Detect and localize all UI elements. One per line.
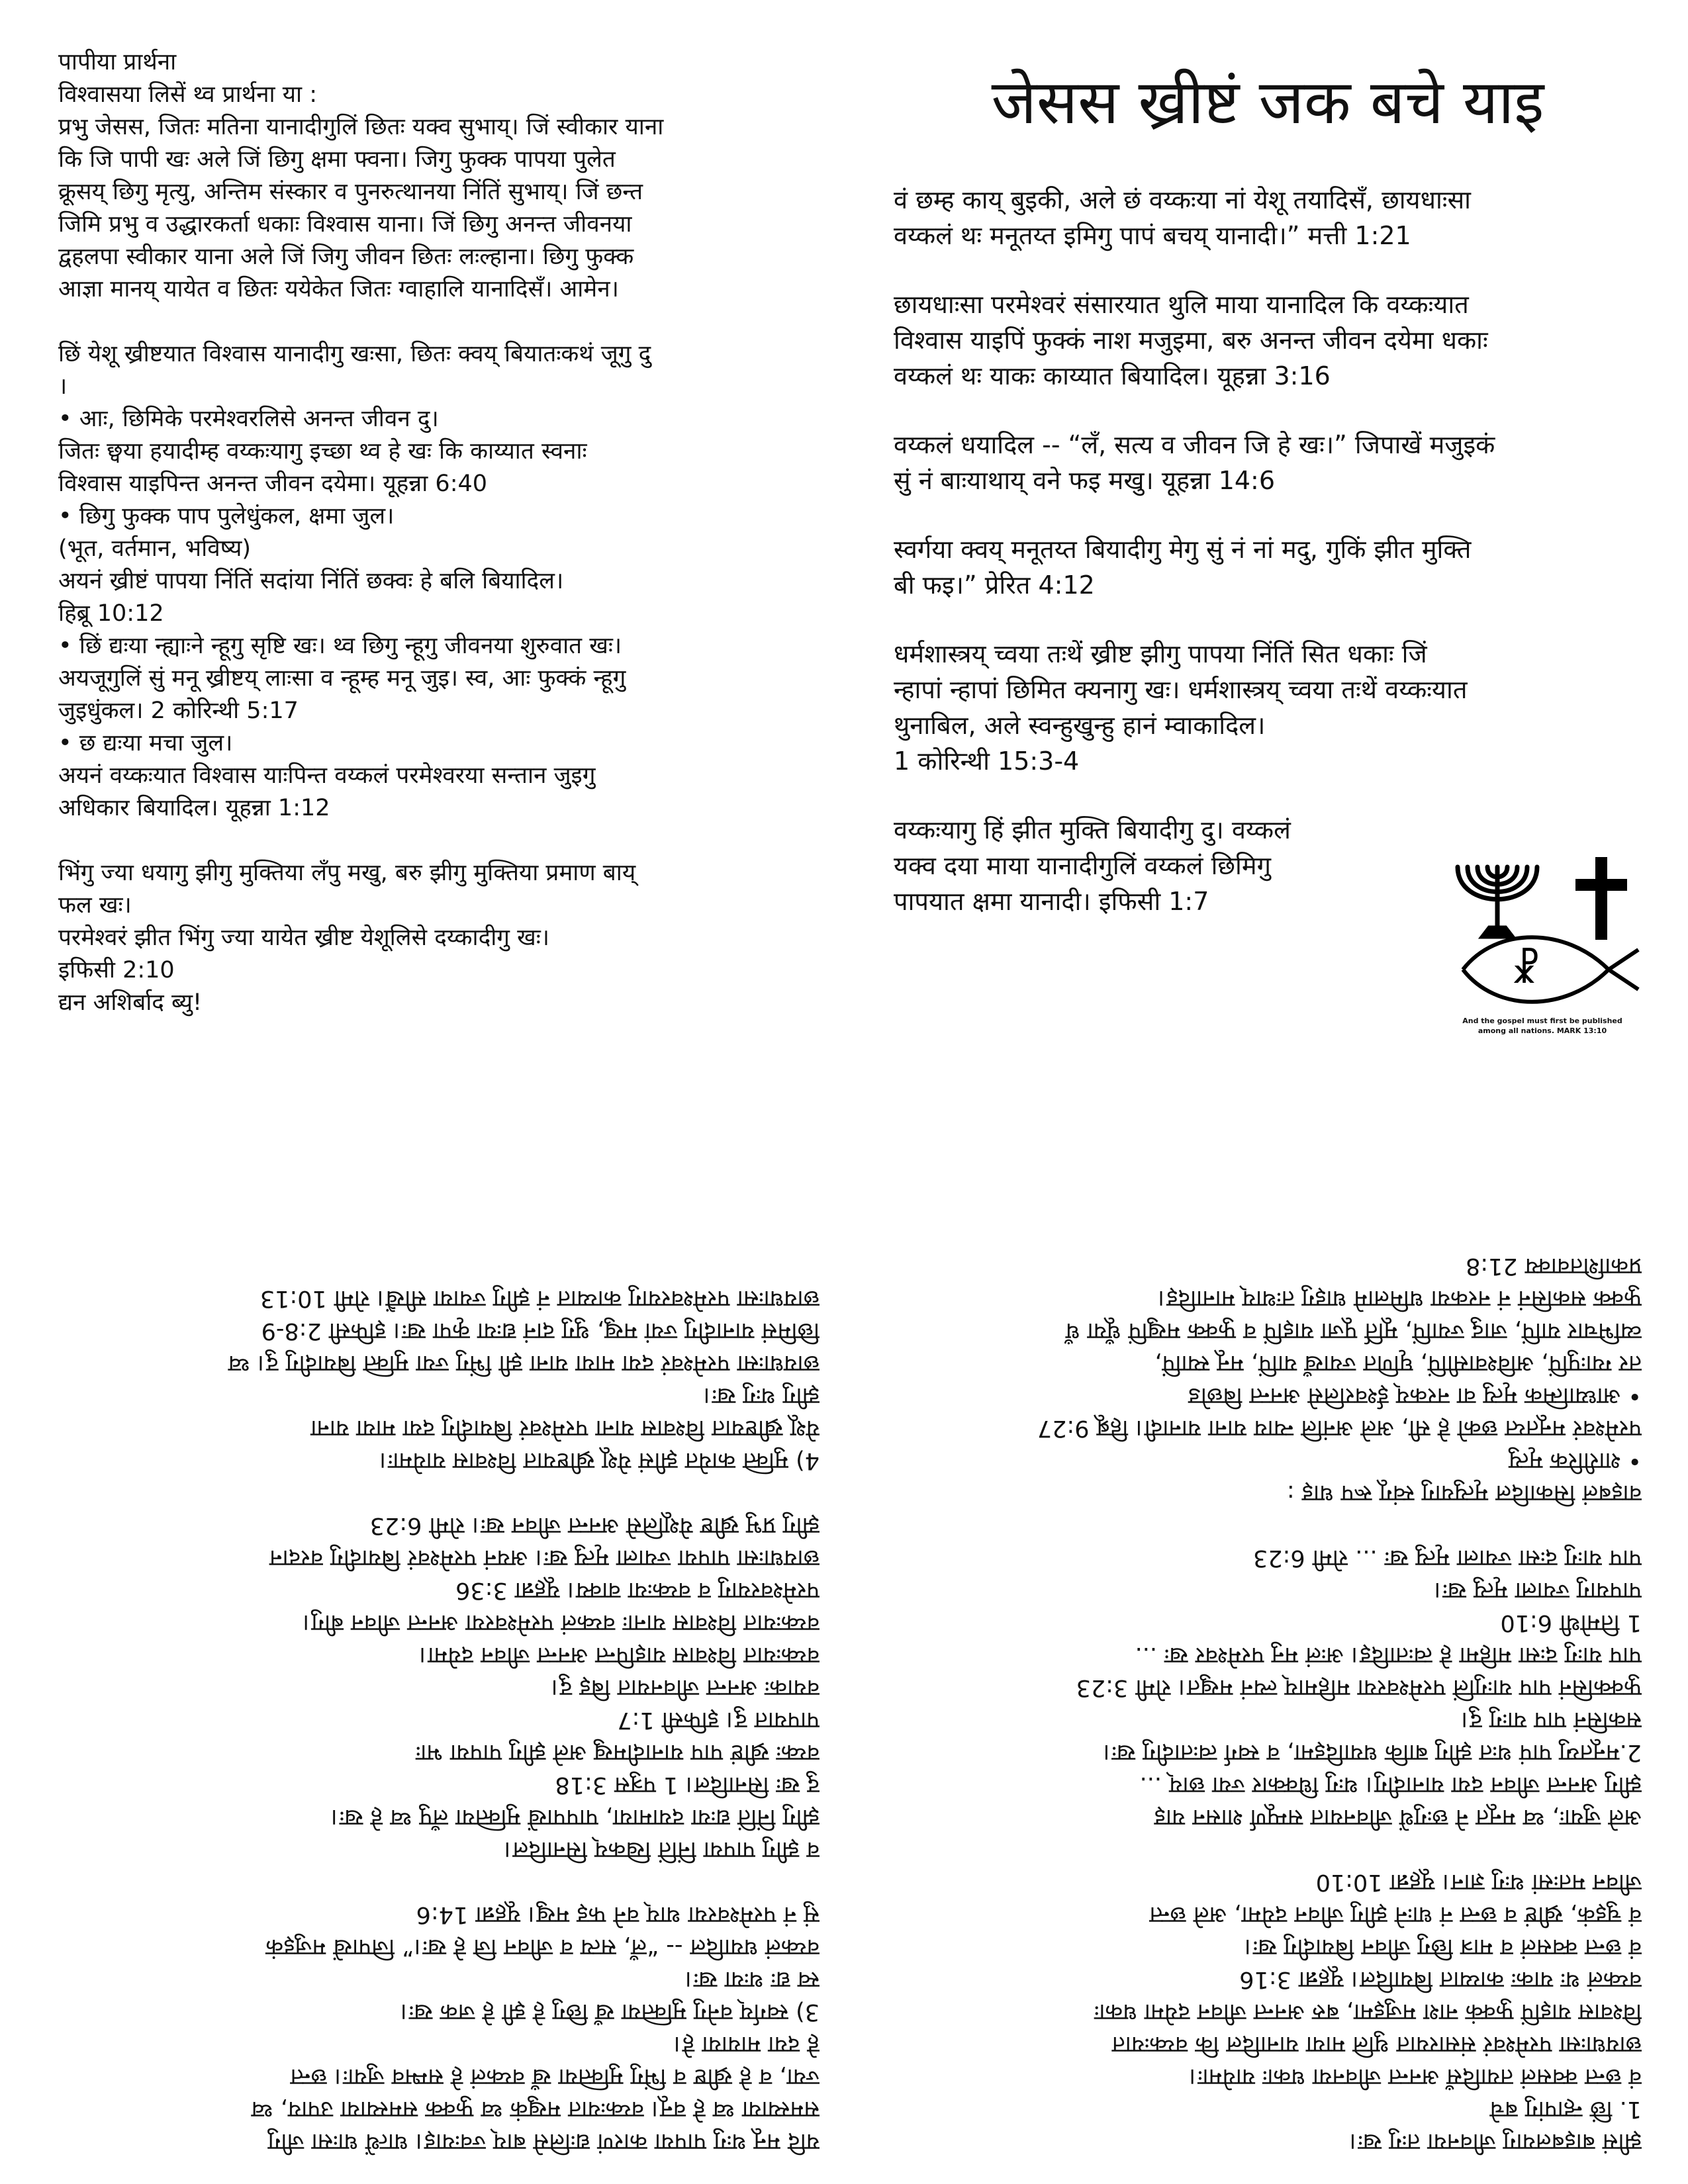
paragraph-line: न्हापां न्हापां छिमित क्यनागु खः। धर्मशास्त्रय् च्वया तःथें वय्कःयात — [894, 675, 1468, 704]
inverted-text-line: 4) मुक्ति कायेत झीसं येशू ख्रीष्टयात विश्वास यायेमाः। — [379, 1447, 820, 1474]
paragraph-line: सुं नं बाःयाथाय् वने फइ मखु। यूहन्ना 14:6 — [894, 466, 1276, 495]
inverted-text-line: झीगु अनन्त जीवन दया यानादीगु। थःगु धिक्कार ज्या छाय् ... — [1139, 1772, 1642, 1798]
menorah-icon — [1458, 867, 1537, 936]
paragraph-line: वय्कलं थः मनूतय्त इमिगु पापं बचय् यानादी।” मत्ती 1:21 — [894, 221, 1411, 250]
inverted-text-line: विश्वास याइपिं फुक्कं नाश मजुइमा, बरु अनन्त जीवन दयेमा धकाः — [1094, 1999, 1642, 2025]
inverted-text-line: सुं नं परमेश्वरया थाय् वने फइ मखु। यूहन्ना 14:6 — [416, 1901, 820, 1928]
text-line: जिमि प्रभु व उद्धारकर्ता धकाः विश्वास याना। जिं छिगु अनन्त जीवनया — [58, 211, 632, 238]
inverted-text-line: वय्कलं धयादिल -- “लँ, सत्य व जीवन जि हे खः।” जिपाखें मजुइकं — [265, 1934, 820, 1960]
scripture-paragraph — [894, 182, 1642, 253]
inverted-text-line: हे दया मायाया हे। — [673, 2031, 820, 2058]
inverted-text-line: वय्कःयात विश्वास याइपिन्त अनन्त जीवन दयेमा। — [419, 1642, 820, 1668]
paragraph-line: 1 कोरिन्थी 15:3-4 — [894, 747, 1080, 776]
inverted-text-line: दु खः सिनादिल। 1 पत्रुस 3:18 — [555, 1772, 820, 1798]
text-line: अयजूगुलिं सुं मनू ख्रीष्टय् लाःसा व न्हूम्ह मनू जुइ। स्व, आः फुक्कं न्हूगु — [58, 665, 626, 692]
inverted-text-line: प्रकाशितवाक्य 21:8 — [1466, 1253, 1642, 1279]
inverted-text-line: झीसं बाइबलयागु जीवनया तःगु खः। — [1349, 2128, 1642, 2155]
text-line: कि जि पापी खः अले जिं छिगु क्षमा फ्वना। जिगु फुक्क पापया पुलेत — [58, 146, 616, 173]
cross-icon — [1575, 857, 1627, 940]
paragraph-line: वय्कःयागु हिं झीत मुक्ति बियादीगु दु। वय्कलं — [894, 815, 1291, 844]
inverted-text-line: तर ग्याःपुपिं, अविश्वासीपिं, घृणित ज्याखँ यापिं, मनू स्यापिं, — [1154, 1350, 1642, 1377]
inverted-text-line: पाप याःगु दःसा ज्याला मृत्यु खः ... रोमी 6:23 — [1253, 1545, 1642, 1571]
inverted-text-line: • आध्यात्मिक मृत्यु वा नरकय् ईश्वरलिसे अनन्त बिछोड — [1188, 1383, 1642, 1409]
svg-text:☧: ☧ — [1511, 947, 1541, 992]
text-line: द्वहलपा स्वीकार याना अले जिं जिगु जीवन छितः लःल्हाना। छिगु फुक्क — [58, 244, 634, 270]
inverted-text-line: वं चुइकं, ख्रीष्टं व छन्त नं धाःने झीगु जीवन दयेमा, अले छन्त — [1149, 1901, 1642, 1928]
paragraph-line: यक्व दया माया यानादीगुलिं वय्कलं छिमिगु — [894, 851, 1272, 880]
text-line: आज्ञा मानय् यायेत व छितः ययेकेत जितः ग्वाहालि यानादिसँ। आमेन। — [58, 276, 619, 302]
text-line: परमेश्वरं झीत भिंगु ज्या यायेत ख्रीष्ट येशूलिसे दय्कादीगु खः। — [58, 925, 550, 951]
inverted-text-line: 1 तिमोथी 6:10 — [1500, 1610, 1642, 1636]
blank-line — [861, 1833, 1642, 1866]
scripture-paragraph — [894, 531, 1642, 603]
text-line: । — [58, 373, 68, 400]
inverted-text-line: व झीगु पापया निंतिं खिकय् सिनादिल। — [504, 1837, 820, 1863]
faith-symbols-logo — [1450, 854, 1642, 1072]
gospel-column — [894, 63, 1642, 952]
text-line: • छ द्यःया मचा जुल। — [58, 730, 233, 756]
text-line: भिंगु ज्या धयागु झीगु मुक्तिया लँपु मखु, बरु झीगु मुक्तिया प्रमाण बाय् — [58, 860, 636, 886]
scripture-paragraph — [894, 636, 1642, 779]
scripture-paragraph — [894, 427, 1642, 498]
inverted-text-line: जीवन मतःसां थःगु ज्ञान। यूहन्ना 10:10 — [1315, 1869, 1642, 1895]
inverted-text-line: झीगु थःगु खः। — [703, 1383, 820, 1409]
inverted-text-line: वं छन्त क्वसलं व मात्र छिगु जीवन बियादीगु खः। — [1244, 1934, 1642, 1960]
inverted-text-line: स्व द्यः थःया खः। — [684, 1966, 820, 1993]
text-line: विश्वासया लिसें थ्व प्रार्थना या : — [58, 81, 317, 108]
logo-caption-line: among all nations. MARK 13:10 — [1477, 1026, 1607, 1035]
text-line: छिं येशू ख्रीष्टयात विश्वास यानादीगु खःसा, छितः क्वय् बियातःकथं जूगु दु — [58, 341, 651, 367]
inverted-text-line: झीगु निंतिं द्यःया दयामाया, पापपाखें मुक्तिया लँपु थ्व हे खः। — [330, 1804, 820, 1831]
text-line: द्यन अशिर्बाद ब्यु! — [58, 989, 203, 1016]
text-line: अधिकार बियादिल। यूहन्ना 1:12 — [58, 795, 330, 821]
text-line: • छिगु फुक्क पाप पुलेधुंकल, क्षमा जुल। — [58, 503, 395, 529]
inverted-text-line: वाइबलं सिकादिल मृत्युयागु स्वंगू रूप धाइ : — [1286, 1480, 1642, 1506]
text-line: पापीया प्रार्थना — [58, 49, 177, 75]
inverted-text-line: फुक्कसिनं पाप याःगुलिं परमेश्वरया महिमाय् ल्यनं मखुत। रोमी 3:23 — [1076, 1674, 1642, 1701]
logo-caption-line: And the gospel must first be published — [1462, 1017, 1622, 1025]
paragraph-line: वं छम्ह काय् बुइकी, अले छं वय्कःया नां येशू तयादिसँ, छायधाःसा — [894, 185, 1472, 214]
paragraph-line: स्वर्गया क्वय् मनूतय्त बियादीगु मेगु सुं नं नां मदु, गुकिं झीत मुक्ति — [894, 535, 1472, 564]
text-line: प्रभु जेसस, जितः मतिना यानादीगुलिं छितः यक्व सुभाय्। जिं स्वीकार याना — [58, 114, 664, 140]
inverted-panel-left — [58, 1125, 820, 2158]
inverted-text-line: छायधाःसा परमेश्वरं दया माया याना झी भिंगु ज्या मुक्ति बियादीगु दु। थ्व — [228, 1350, 820, 1377]
inverted-text-line: छायधाःसा परमेश्वरं संसारयात थुलि माया यानादिल कि वय्कःयात — [1111, 2031, 1642, 2058]
inverted-text-line: वं छन्त क्वसलं तयादिसँ अनन्त जीवनया धकाः यायेमाः। — [1189, 2064, 1642, 2090]
inverted-text-line: पाप याःगु दःसा महिमा हे त्वःतादिइ। अःलं मनु परमेश्वर खः ... — [1135, 1642, 1642, 1668]
inverted-text-line: झीगु प्रभु ख्रीष्ट येशूलिसे अनन्त जीवन खः। रोमी 6:23 — [369, 1512, 820, 1539]
ichthys-fish-icon — [1463, 937, 1638, 1002]
text-line: जितः छ्वया हयादीम्ह वय्कःयागु इच्छा थ्व हे खः कि काय्यात स्वनाः — [58, 438, 587, 465]
inverted-text-line: वयाकः अनन्त जीवनयात बिइ दु। — [551, 1674, 820, 1701]
inverted-panel-right — [861, 1125, 1642, 2158]
text-line: जुइधुंकल। 2 कोरिन्थी 5:17 — [58, 698, 299, 724]
inverted-text-line: 2.मनूतय्गु पापं थःत झीगु बाकि धयादिइमा, व स्वर्ग त्वःतादीगु खः। — [1103, 1739, 1642, 1766]
paragraph-line: धर्मशास्त्रय् च्वया तःथें ख्रीष्ट झीगु पापया निंतिं सित धकाः जिं — [894, 639, 1427, 668]
blank-line — [58, 825, 806, 857]
paragraph-line: वय्कलं धयादिल -- “लँ, सत्य व जीवन जि हे खः।” जिपाखें मजुइकं — [894, 430, 1495, 459]
text-line: विश्वास याइपिन्त अनन्त जीवन दयेमा। यूहन्ना 6:40 — [58, 471, 488, 497]
scripture-paragraph — [894, 287, 1642, 394]
blank-line — [58, 306, 806, 338]
blank-line — [58, 1866, 820, 1898]
inverted-text-line: 1. छिं न्हापांगु बचे — [1489, 2096, 1642, 2122]
text-line: अयनं वय्कःयात विश्वास याःपिन्त वय्कलं परमेश्वरया सन्तान जुइगु — [58, 762, 596, 789]
inverted-text-line: येशू ख्रीष्टयात विश्वास याना परमेश्वरं बियादीगु दया माया याना — [310, 1415, 820, 1441]
text-line: क्रूसय् छिगु मृत्यु, अन्तिम संस्कार व पुनरुत्थानया निंतिं सुभाय्। जिं छन्त — [58, 179, 643, 205]
paragraph-line: विश्वास याइपिं फुक्कं नाश मजुइमा, बरु अनन्त जीवन दयेमा धकाः — [894, 326, 1488, 355]
text-line: फल खः। — [58, 892, 132, 919]
inverted-text-line: छायधाःसा परमेश्वरयागु काय्यात नं झीगु ज्याया सीखैं। रोमी 10:13 — [259, 1285, 820, 1312]
scripture-paragraphs — [894, 182, 1642, 919]
inverted-text-line: छायधाःसा पापया ज्याला मृत्यु खः। अयनं परमेश्वरं बियादीगु वरदान — [269, 1545, 820, 1571]
inverted-text-line: वय्कलं थः याकः काय्यात बियादिल। यूहन्ना 3:16 — [1239, 1966, 1642, 1993]
text-line: • छिं द्यःया न्ह्याःने न्हूगु सृष्टि खः। थ्व छिगु न्हूगु जीवनया शुरुवात खः। — [58, 633, 622, 659]
inverted-text-line: पापयागु ज्याला मृत्यु खः। — [1434, 1577, 1642, 1604]
inverted-text-line: • शारीरिक मृत्यु — [1509, 1447, 1642, 1474]
inverted-text-line: 3) स्वर्गय् वनेगु मुक्तिया खँ छिगु हे झी हे जक खः। — [400, 1999, 820, 2025]
text-line: (भूत, वर्तमान, भविष्य) — [58, 535, 252, 562]
inverted-text-line: फुक्क सकसिनं नं नरकया धमिलामे धाइगु तःथाय् मानादिइ। — [1158, 1285, 1642, 1312]
inverted-text-line: पापयात दु। इफिसी 1:7 — [617, 1707, 820, 1733]
paragraph-line: वय्कलं थः याकः काय्यात बियादिल। यूहन्ना 3:16 — [894, 361, 1331, 390]
paragraph-line: थुनाबिल, अले स्वन्हुखुन्हु हानं म्वाकादिल। — [894, 711, 1266, 740]
paragraph-line: पापयात क्षमा यानादी। इफिसी 1:7 — [894, 887, 1209, 916]
inverted-text-line: व्यभिचार यापिं, जादु ज्यापिं, मूर्ति पूजा याइपिं व फुक्क मखुपिं धूँया धँ — [1065, 1318, 1642, 1344]
inverted-text-line: परमेश्वरयागु व वय्कःया वाक्य। यूहन्ना 3:36 — [455, 1577, 820, 1604]
logo-caption — [1430, 1016, 1655, 1036]
blank-line — [861, 1509, 1642, 1541]
text-line: • आः, छिमिके परमेश्वरलिसे अनन्त जीवन दु। — [58, 406, 439, 432]
scripture-paragraph — [894, 812, 1410, 919]
text-line: हिब्रू 10:12 — [58, 600, 164, 627]
inverted-text-line: ज्या, व हे ख्रीष्ट व भिंगु मुक्तिया खँ वय्कलं हे सम्भव जुयाः। छन्त — [290, 2064, 820, 2090]
inverted-text-line: छिमिसं यानादीगु ज्यां मखु, थुगु दानं द्यःया कृपा खः। इफिसी 2:8-9 — [261, 1318, 820, 1344]
inverted-text-line: समस्याया थ्व हे वनू। वय्कःयात मखुकं थ्व फुक्क समस्याया उपाय, थ्व — [251, 2096, 820, 2122]
inverted-text-line: यदि मनू थःगु पापया कारणं द्यःलिसे बाय्‌ ज्वःयाइ। धात्थें धाःसा जीगु — [267, 2128, 820, 2155]
text-line: अयनं ख्रीष्टं पापया निंतिं सदांया निंतिं छक्वः हे बलि बियादिल। — [58, 568, 564, 594]
paragraph-line: छायधाःसा परमेश्वरं संसारयात थुलि माया यानादिल कि वय्कःयात — [894, 290, 1469, 319]
inverted-text-line: वय्कःयात विश्वास यानाः वय्कलं परमेश्वरया अनन्त जीवन बीगु। — [303, 1610, 820, 1636]
page-title: जेसस ख्रीष्टं जक बचे याइ — [991, 67, 1544, 138]
inverted-text-line: परमेश्वरं मनूतय्त छको हे सी, अले अनंलि न्याय याना यानादी। हिब्रू 9:27 — [1037, 1415, 1642, 1441]
text-line: इफिसी 2:10 — [58, 957, 175, 983]
inverted-text-line: वय्कः ख्रीष्टं पाप यानादीमखु अले झीगु पापया भाः — [416, 1739, 820, 1766]
inverted-text-line: अले जुयाः, थ्व मनूत ने छःगुथें जीवनयात सम्पूर्ण शासन याइ — [1154, 1804, 1642, 1831]
paragraph-line: बी फइ।” प्रेरित 4:12 — [894, 570, 1095, 600]
inverted-text-line: सकसिनं पाप याःगु दु। — [1461, 1707, 1642, 1733]
blank-line — [58, 1477, 820, 1509]
prayer-column — [58, 46, 806, 1019]
